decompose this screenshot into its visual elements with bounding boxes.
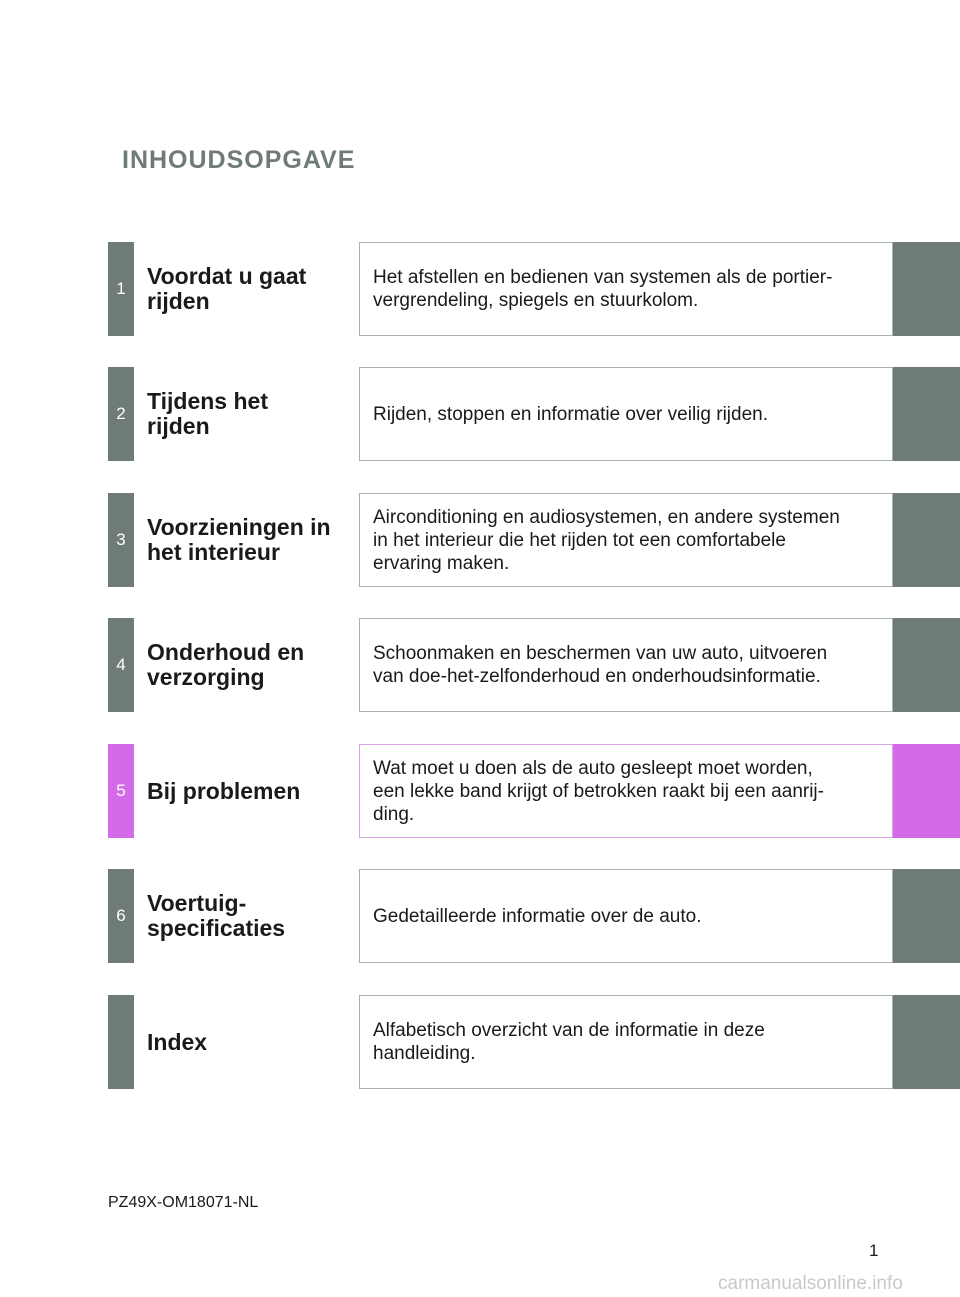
chapter-number-tab: 2 (108, 367, 134, 461)
chapter-number-tab (108, 995, 134, 1089)
chapter-description-box (359, 242, 893, 336)
chapter-title-line: Voertuig- (147, 890, 247, 916)
chapter-number-tab: 5 (108, 744, 134, 838)
chapter-title-line: rijden (147, 288, 210, 314)
chapter-title-line: Bij problemen (147, 777, 301, 804)
chapter-description-box (359, 493, 893, 587)
thumb-index-tab[interactable] (893, 995, 960, 1089)
chapter-description-line: ervaring maken. (373, 552, 510, 574)
thumb-index-tab[interactable] (893, 493, 960, 587)
chapter-description-box (359, 869, 893, 963)
thumb-index-tab[interactable] (893, 869, 960, 963)
chapter-title-line: Voorzieningen in (147, 514, 331, 540)
toc-row-1[interactable] (108, 242, 960, 336)
chapter-description-line: Rijden, stoppen en informatie over veilig rijden. (373, 403, 768, 425)
chapter-title-line: Voordat u gaat (147, 263, 307, 289)
toc-row-6[interactable] (108, 869, 960, 963)
chapter-title[interactable] (147, 869, 357, 963)
thumb-index-tab[interactable] (893, 618, 960, 712)
toc-row-index[interactable] (108, 995, 960, 1089)
watermark: carmanualsonline.info (718, 1273, 903, 1294)
chapter-description-box (359, 367, 893, 461)
chapter-description-line: Airconditioning en audiosystemen, en andere systemen (373, 506, 840, 528)
chapter-title[interactable] (147, 367, 357, 461)
toc-row-2[interactable] (108, 367, 960, 461)
chapter-title-line: Tijdens het (147, 388, 268, 414)
chapter-title-line: specificaties (147, 915, 286, 941)
chapter-description-line: van doe-het-zelfonderhoud en onderhoudsinformatie. (373, 666, 821, 687)
chapter-number-tab: 4 (108, 618, 134, 712)
chapter-title-line: het interieur (147, 539, 280, 565)
toc-row-4[interactable] (108, 618, 960, 712)
chapter-title[interactable] (147, 744, 357, 838)
chapter-number-tab: 3 (108, 493, 134, 587)
toc-row-3[interactable] (108, 493, 960, 587)
toc-row-5[interactable] (108, 744, 960, 838)
chapter-title[interactable] (147, 995, 357, 1089)
chapter-number-tab: 6 (108, 869, 134, 963)
page-title: INHOUDSOPGAVE (122, 146, 356, 174)
chapter-title[interactable] (147, 242, 357, 336)
chapter-description-line: Alfabetisch overzicht van de informatie in deze (373, 1020, 765, 1041)
chapter-description-box (359, 744, 893, 838)
chapter-description-line: een lekke band krijgt of betrokken raakt bij een aanrij- (373, 780, 824, 802)
chapter-description-line: handleiding. (373, 1043, 476, 1064)
thumb-index-tab[interactable] (893, 242, 960, 336)
chapter-title-line: rijden (147, 413, 210, 439)
chapter-title-line: verzorging (147, 664, 265, 690)
chapter-title[interactable] (147, 493, 357, 587)
chapter-description-box (359, 618, 893, 712)
chapter-description-line: Het afstellen en bedienen van systemen als de portier- (373, 267, 833, 288)
document-code: PZ49X-OM18071-NL (108, 1194, 259, 1211)
thumb-index-tab[interactable] (893, 744, 960, 838)
chapter-title-line: Index (147, 1028, 208, 1055)
page-number: 1 (869, 1241, 879, 1260)
chapter-description-line: Schoonmaken en beschermen van uw auto, uitvoeren (373, 643, 828, 664)
chapter-description-line: Gedetailleerde informatie over de auto. (373, 905, 702, 927)
thumb-index-tab[interactable] (893, 367, 960, 461)
chapter-description-line: in het interieur die het rijden tot een comfortabele (373, 529, 786, 551)
chapter-title[interactable] (147, 618, 357, 712)
chapter-description-line: vergrendeling, spiegels en stuurkolom. (373, 290, 699, 311)
chapter-description-line: Wat moet u doen als de auto gesleept moet worden, (373, 757, 813, 779)
chapter-title-line: Onderhoud en (147, 639, 305, 665)
chapter-description-line: ding. (373, 803, 415, 825)
chapter-number-tab: 1 (108, 242, 134, 336)
chapter-description-box (359, 995, 893, 1089)
